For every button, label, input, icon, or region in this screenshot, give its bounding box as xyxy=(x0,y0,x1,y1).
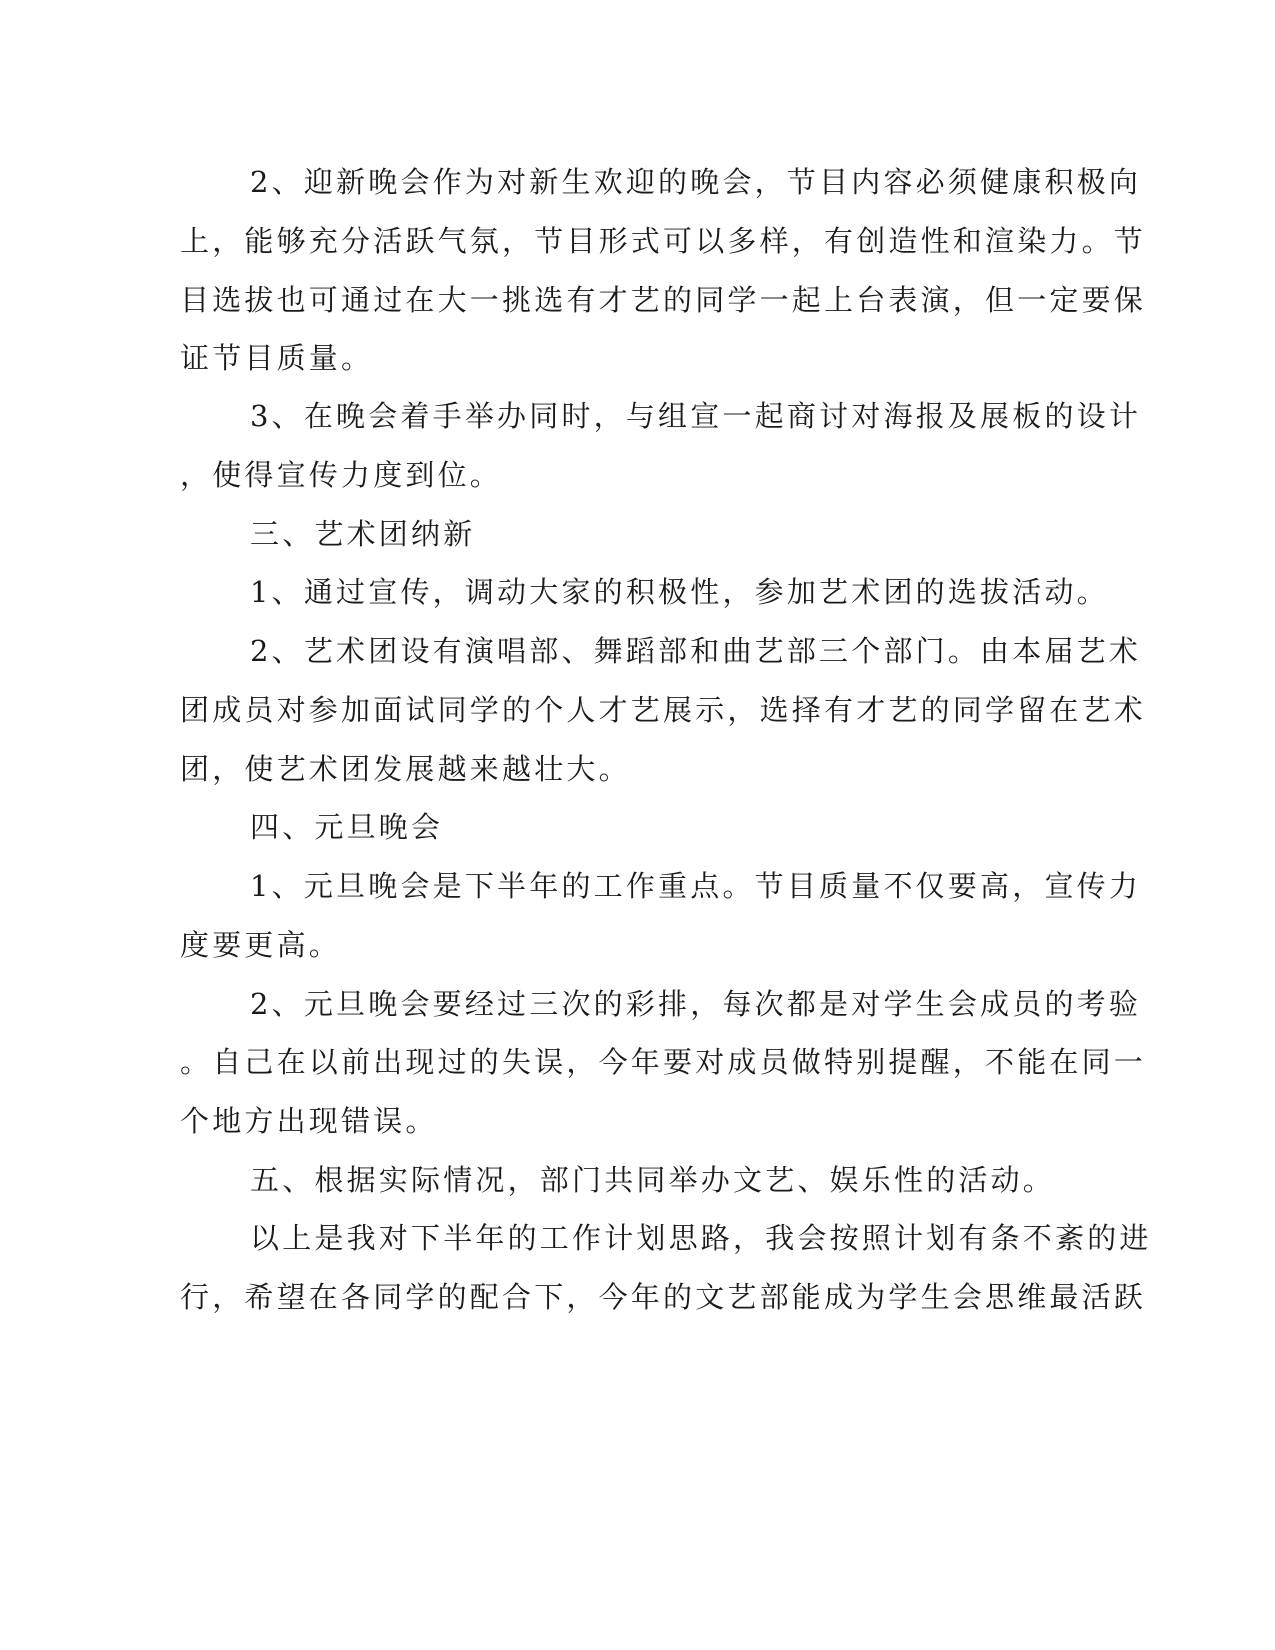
text-line: 目选拔也可通过在大一挑选有才艺的同学一起上台表演，但一定要保 xyxy=(180,283,1147,317)
text-line: ，使得宣传力度到位。 xyxy=(180,458,503,492)
section-heading: 四、元旦晚会 xyxy=(250,810,444,844)
text-line: 2、艺术团设有演唱部、舞蹈部和曲艺部三个部门。由本届艺术 xyxy=(250,634,1142,668)
text-line: 上，能够充分活跃气氛，节目形式可以多样，有创造性和渲染力。节 xyxy=(180,224,1147,258)
text-line: 2、迎新晚会作为对新生欢迎的晚会，节目内容必须健康积极向 xyxy=(250,165,1142,199)
text-line: 证节目质量。 xyxy=(180,341,374,375)
text-line: 。自己在以前出现过的失误，今年要对成员做特别提醒，不能在同一 xyxy=(180,1045,1147,1079)
text-line: 1、通过宣传，调动大家的积极性，参加艺术团的选拔活动。 xyxy=(250,575,1109,609)
section-heading: 三、艺术团纳新 xyxy=(250,517,476,551)
text-line: 团成员对参加面试同学的个人才艺展示，选择有才艺的同学留在艺术 xyxy=(180,693,1147,727)
text-line: 行，希望在各同学的配合下，今年的文艺部能成为学生会思维最活跃 xyxy=(180,1280,1147,1314)
text-line: 以上是我对下半年的工作计划思路，我会按照计划有条不紊的进 xyxy=(250,1221,1152,1255)
section-heading: 五、根据实际情况，部门共同举办文艺、娱乐性的活动。 xyxy=(250,1163,1056,1197)
text-line: 个地方出现错误。 xyxy=(180,1104,438,1138)
text-line: 2、元旦晚会要经过三次的彩排，每次都是对学生会成员的考验 xyxy=(250,987,1142,1021)
text-line: 1、元旦晚会是下半年的工作重点。节目质量不仅要高，宣传力 xyxy=(250,869,1142,903)
text-line: 团，使艺术团发展越来越壮大。 xyxy=(180,752,631,786)
text-line: 3、在晚会着手举办同时，与组宣一起商讨对海报及展板的设计 xyxy=(250,399,1142,433)
text-line: 度要更高。 xyxy=(180,928,342,962)
